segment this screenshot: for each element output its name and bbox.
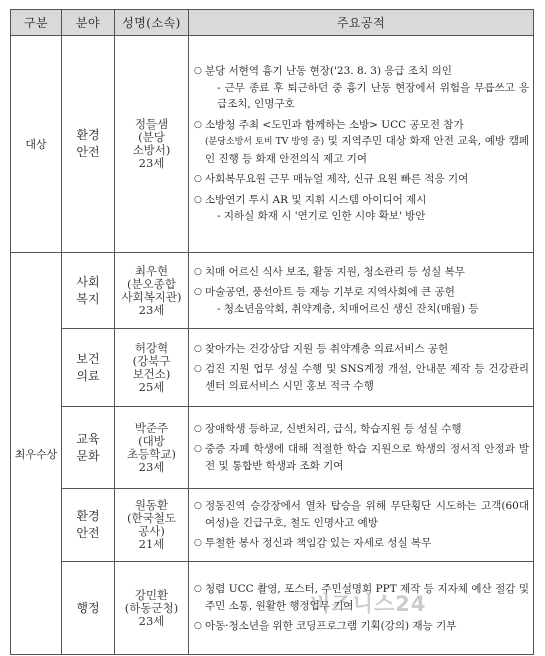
person-detail: 23세 <box>138 156 165 170</box>
achievement-item <box>194 581 529 614</box>
field-label: 환경 <box>76 128 100 142</box>
achievement-item <box>194 535 529 552</box>
achievement-line <box>205 535 529 552</box>
person-detail: 공사) <box>138 524 165 538</box>
achievement-line <box>205 618 529 635</box>
achievement-item <box>194 264 529 281</box>
bullet-icon: ○ <box>194 66 202 77</box>
person-detail: 23세 <box>138 302 165 317</box>
achievement-body <box>205 361 529 394</box>
bullet-icon: ○ <box>194 444 202 455</box>
achievements-cell <box>189 329 534 407</box>
person-detail: 사회복지관) <box>121 289 182 304</box>
achievements-cell <box>189 407 534 489</box>
bullet-icon: ○ <box>194 194 202 205</box>
name-cell <box>115 407 189 489</box>
bullet-icon: ○ <box>194 174 202 185</box>
field-label: 보건 <box>76 351 100 366</box>
header-name: 성명(소속) <box>115 10 189 36</box>
achievement-text: 중증 자폐 학생에 대해 적절한 학습 지원으로 학생의 정서적 안정과 발전 및 통합반 학생과 조화 기여 <box>205 443 529 472</box>
achievement-body <box>205 581 529 614</box>
achievement-item <box>194 63 529 113</box>
person-detail: (하동군청) <box>124 600 179 615</box>
achievement-line <box>205 117 529 168</box>
achievement-item <box>194 498 529 531</box>
achievement-line <box>205 341 529 358</box>
achievements-cell <box>189 253 534 329</box>
bullet-icon: ○ <box>194 538 202 549</box>
table-row <box>11 36 534 253</box>
name-cell <box>115 562 189 655</box>
achievement-line <box>205 63 529 80</box>
field-label: 안전 <box>76 526 100 540</box>
person-detail: (강북구 <box>132 353 171 368</box>
achievement-item <box>194 171 529 188</box>
name-cell <box>115 253 189 329</box>
field-cell <box>62 407 115 489</box>
name-cell <box>115 36 189 253</box>
person-detail: (분오종합 <box>127 276 176 291</box>
bullet-icon: ○ <box>194 621 202 632</box>
bullet-icon: ○ <box>194 584 202 595</box>
achievement-body <box>205 171 529 188</box>
field-label: 환경 <box>76 509 100 523</box>
person-detail: 23세 <box>138 459 165 474</box>
achievement-text: 소방청 주최 <도민과 함께하는 소방> UCC 공모전 참가 <box>205 118 464 131</box>
achievement-subitem: - 근무 종료 후 퇴근하던 중 흉기 난동 현장에서 위험을 무릅쓰고 응급조치, 인명구호 <box>217 81 529 111</box>
achievement-text: 정동진역 승강장에서 열차 탑승을 위해 무단횡단 시도하는 고객(60대 여성)을 긴급구호, 철도 인명사고 예방 <box>205 500 529 529</box>
achievement-line <box>205 264 529 281</box>
achievement-tail: 및 지역주민 대상 화재 안전 교육, 예방 캠페인 진행 등 화재 안전의식 제고 기여 <box>205 135 529 165</box>
achievement-text: 장애학생 등하교, 신변처리, 급식, 학습지원 등 성실 수행 <box>205 422 462 435</box>
table-row <box>11 407 534 489</box>
achievement-text: 소방연기 투시 AR 및 지휘 시스템 아이디어 제시 <box>205 193 427 206</box>
bullet-icon: ○ <box>194 364 202 375</box>
table-header-row <box>11 10 534 36</box>
achievements-cell <box>189 36 534 253</box>
achievement-subitem: - 청소년음악회, 취약계층, 치매어르신 생신 잔치(매월) 등 <box>217 302 479 315</box>
name-cell <box>115 329 189 407</box>
achievement-body <box>205 63 529 113</box>
person-name: 박준주 <box>134 420 169 435</box>
achievement-line <box>205 498 529 531</box>
achievement-body <box>205 498 529 531</box>
achievement-text: 검진 지원 업무 성실 수행 및 SNS계정 개설, 안내문 제작 등 건강관리센터 의료서비스 시민 홍보 적극 수행 <box>205 363 529 392</box>
achievement-line <box>205 421 529 438</box>
person-name: 허강혁 <box>134 340 169 355</box>
achievement-body <box>205 264 529 281</box>
achievement-item <box>194 284 529 317</box>
bullet-icon: ○ <box>194 119 202 130</box>
field-cell <box>62 562 115 655</box>
achievement-item <box>194 192 529 225</box>
field-label: 안전 <box>76 145 100 159</box>
field-cell <box>62 489 115 562</box>
achievement-body <box>205 284 529 317</box>
bullet-icon: ○ <box>194 266 202 277</box>
field-cell <box>62 253 115 329</box>
achievement-text: 분당 서현역 흉기 난동 현장('23. 8. 3) 응급 조치 의인 <box>205 65 452 78</box>
achievement-item <box>194 117 529 168</box>
bullet-icon: ○ <box>194 501 202 512</box>
achievements-cell <box>189 489 534 562</box>
achievement-body <box>205 441 529 474</box>
person-name: 최우현 <box>134 263 169 278</box>
person-detail: 21세 <box>138 537 165 551</box>
person-detail: (분당 <box>138 130 165 144</box>
achievement-note: (분당소방서 토비 TV 방영 중) <box>205 137 325 148</box>
person-name: 원동환 <box>134 498 169 512</box>
achievement-text: 사회복무요원 근무 매뉴얼 제작, 신규 요원 빠른 적응 기여 <box>205 173 469 186</box>
achievement-line <box>205 284 529 301</box>
header-achievements: 주요공적 <box>189 10 534 36</box>
table-row <box>11 329 534 407</box>
person-detail: (한국철도 <box>127 511 176 525</box>
achievement-text: 찾아가는 건강상담 지원 등 취약계층 의료서비스 공헌 <box>205 342 449 355</box>
category-grand-prize: 대상 <box>11 36 62 253</box>
field-label: 의료 <box>76 368 100 383</box>
field-cell <box>62 329 115 407</box>
achievement-body <box>205 421 529 438</box>
table-row <box>11 562 534 655</box>
achievement-body <box>205 618 529 635</box>
award-table <box>10 9 534 655</box>
achievement-item <box>194 361 529 394</box>
person-detail: 초등학교) <box>127 446 176 461</box>
achievement-text: 청렴 UCC 촬영, 포스터, 주민설명회 PPT 제작 등 지자체 예산 절감 및 주민 소통, 원활한 행정업무 기여 <box>205 583 529 612</box>
achievement-item <box>194 441 529 474</box>
table-row <box>11 253 534 329</box>
achievement-text: 치매 어르신 식사 보조, 활동 지원, 청소관리 등 성실 복무 <box>205 265 465 278</box>
person-detail: (대방 <box>138 433 165 448</box>
achievement-text: 투철한 봉사 정신과 책임감 있는 자세로 성실 복무 <box>205 537 432 550</box>
person-detail: 25세 <box>138 379 165 394</box>
achievement-text: 마술공연, 풍선아트 등 재능 기부로 지역사회에 큰 공헌 <box>205 286 455 299</box>
achievement-line <box>205 171 529 188</box>
field-label: 복지 <box>76 291 100 306</box>
field-label: 교육 <box>76 431 100 446</box>
person-detail: 소방서) <box>132 143 171 157</box>
achievement-line <box>205 361 529 394</box>
header-category: 구분 <box>11 10 62 36</box>
achievement-text: 아동·청소년을 위한 코딩프로그램 기획(강의) 재능 기부 <box>205 620 457 633</box>
name-cell <box>115 489 189 562</box>
field-cell <box>62 36 115 253</box>
bullet-icon: ○ <box>194 423 202 434</box>
achievement-line <box>205 441 529 474</box>
person-name: 정들샘 <box>134 117 169 131</box>
bullet-icon: ○ <box>194 287 202 298</box>
achievement-item <box>194 618 529 635</box>
achievement-subitem: - 지하실 화재 시 '연기로 인한 시야 확보' 방안 <box>217 210 426 223</box>
achievement-body <box>205 117 529 168</box>
field-label: 문화 <box>76 448 100 463</box>
achievement-line <box>205 192 529 209</box>
table-row <box>11 489 534 562</box>
field-label: 사회 <box>76 274 100 289</box>
achievement-body <box>205 341 529 358</box>
achievement-item <box>194 341 529 358</box>
person-detail: 23세 <box>138 613 165 628</box>
person-name: 강민환 <box>134 587 169 602</box>
achievement-body <box>205 192 529 225</box>
achievement-line <box>205 581 529 614</box>
category-excellence-prize: 최우수상 <box>11 253 62 655</box>
person-detail: 보건소) <box>132 366 171 381</box>
bullet-icon: ○ <box>194 343 202 354</box>
field-label: 행정 <box>76 600 100 615</box>
watermark: 비즈니스24 <box>310 592 427 616</box>
achievement-item <box>194 421 529 438</box>
achievement-body <box>205 535 529 552</box>
header-field: 분야 <box>62 10 115 36</box>
achievements-cell <box>189 562 534 655</box>
